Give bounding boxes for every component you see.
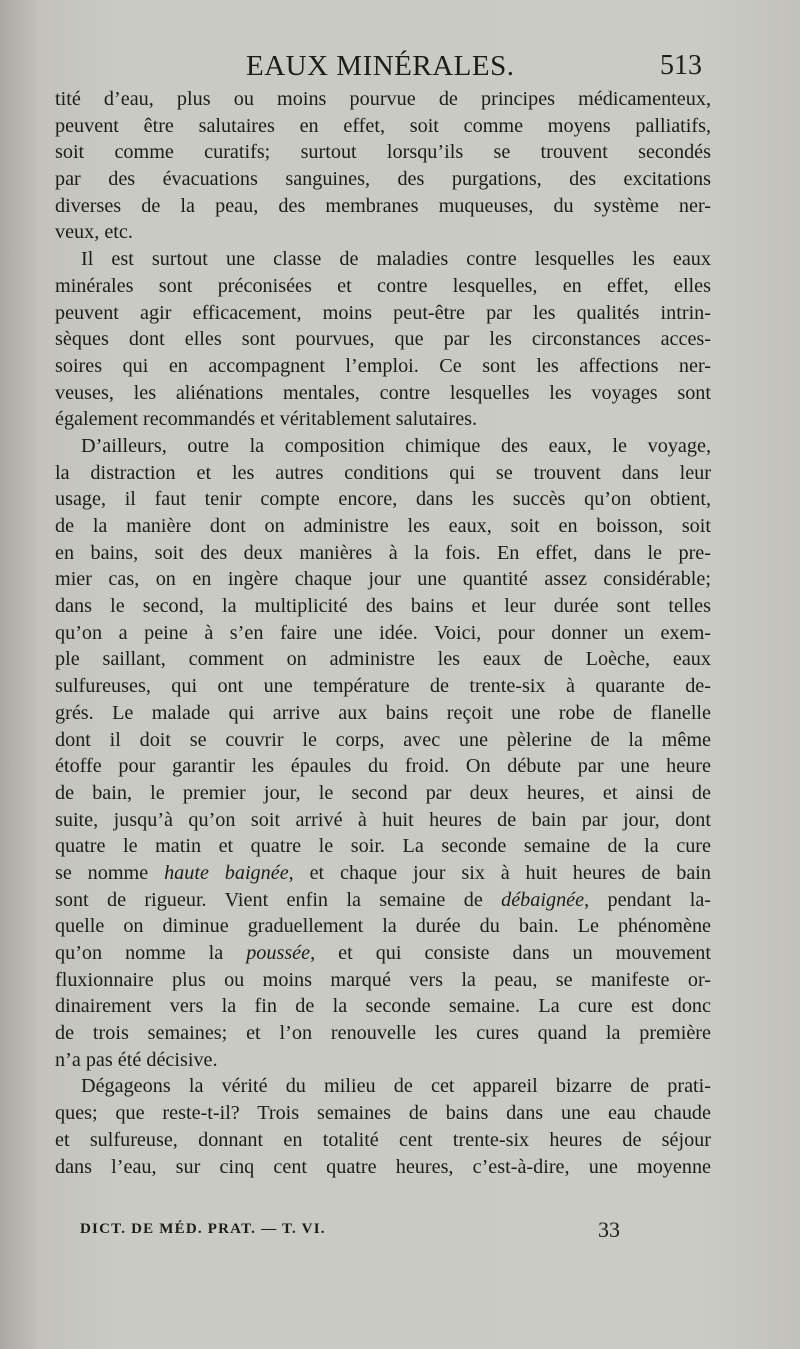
text-line: tité d’eau, plus ou moins pourvue de principes médicamenteux, xyxy=(55,88,711,110)
text-line: dans le second, la multiplicité des bains et leur durée sont telles xyxy=(55,595,711,618)
text-fragment: se nomme xyxy=(55,861,165,884)
text-fragment: sont de rigueur. Vient enfin la semaine de xyxy=(55,888,502,911)
signature-mark: 33 xyxy=(598,1217,620,1242)
text-line: ques; que reste-t-il? Trois semaines de bains dans une eau chaude xyxy=(55,1102,711,1125)
running-title: EAUX MINÉRALES. xyxy=(246,50,515,82)
text-line: suite, jusqu’à qu’on soit arrivé à huit heures de bain par jour, dont xyxy=(55,808,711,831)
text-line: sèques dont elles sont pourvues, que par les circonstances acces- xyxy=(55,328,711,351)
text-line: soires qui en accompagnent l’emploi. Ce sont les affections ner- xyxy=(55,354,711,377)
page-number: 513 xyxy=(660,50,702,81)
text-fragment: , et qui consiste dans un mouvement xyxy=(310,942,711,964)
italic-term: poussée xyxy=(246,942,311,964)
text-line: usage, il faut tenir compte encore, dans les succès qu’on obtient, xyxy=(55,488,711,511)
page-header xyxy=(0,50,800,90)
text-fragment: qu’on nomme la xyxy=(55,942,247,964)
text-line: veuses, les aliénations mentales, contre lesquelles les voyages sont xyxy=(55,381,711,404)
text-line: dans l’eau, sur cinq cent quatre heures, c’est-à-dire, une moyenne xyxy=(55,1155,711,1178)
text-line: mier cas, on en ingère chaque jour une quantité assez considérable; xyxy=(55,568,711,591)
text-line: étoffe pour garantir les épaules du froid. On débute par une heure xyxy=(55,755,711,778)
paragraph-start: D’ailleurs, outre la composition chimique des eaux, le voyage, xyxy=(81,434,711,457)
text-line: par des évacuations sanguines, des purgations, des excitations xyxy=(55,168,711,191)
text-line: dinairement vers la fin de la seconde semaine. La cure est donc xyxy=(55,995,711,1018)
text-line: ple saillant, comment on administre les eaux de Loèche, eaux xyxy=(55,648,711,671)
text-line: également recommandés et véritablement salutaires. xyxy=(55,408,478,431)
text-line: sulfureuses, qui ont une température de trente-six à quarante de- xyxy=(55,675,711,698)
text-line: de trois semaines; et l’on renouvelle les cures quand la première xyxy=(55,1022,711,1045)
paragraph-start: Dégageons la vérité du milieu de cet appareil bizarre de prati- xyxy=(81,1075,711,1098)
signature-line: DICT. DE MÉD. PRAT. — T. VI. xyxy=(80,1221,326,1237)
paragraph-start: Il est surtout une classe de maladies contre lesquelles les eaux xyxy=(81,248,711,271)
text-line-mixed xyxy=(55,887,711,914)
text-line: diverses de la peau, des membranes muqueuses, du système ner- xyxy=(55,194,711,217)
text-line: en bains, soit des deux manières à la fois. En effet, dans le pre- xyxy=(55,541,711,564)
text-line: grés. Le malade qui arrive aux bains reçoit une robe de flanelle xyxy=(55,701,711,724)
text-fragment: , et chaque jour six à huit heures de bain xyxy=(288,861,711,884)
text-line-mixed xyxy=(55,940,711,967)
text-line: soit comme curatifs; surtout lorsqu’ils se trouvent secondés xyxy=(55,141,711,164)
text-line: minérales sont préconisées et contre lesquelles, en effet, elles xyxy=(55,274,711,297)
italic-term: haute baignée xyxy=(164,861,289,884)
text-line: de la manière dont on administre les eaux, soit en boisson, soit xyxy=(55,515,711,537)
text-line: quelle on diminue graduellement la durée du bain. Le phénomène xyxy=(55,915,711,938)
page-footer xyxy=(80,1217,660,1247)
text-line: et sulfureuse, donnant en totalité cent trente-six heures de séjour xyxy=(55,1128,711,1151)
text-line: quatre le matin et quatre le soir. La seconde semaine de la cure xyxy=(55,835,711,858)
text-line: n’a pas été décisive. xyxy=(55,1048,218,1071)
text-line: peuvent être salutaires en effet, soit comme moyens palliatifs, xyxy=(55,114,711,137)
italic-term: débaignée xyxy=(501,888,585,911)
text-line: qu’on a peine à s’en faire une idée. Voici, pour donner un exem- xyxy=(55,621,711,644)
text-line: peuvent agir efficacement, moins peut-être par les qualités intrin- xyxy=(55,301,711,324)
text-fragment: , pendant la- xyxy=(584,888,711,911)
text-line: dont il doit se couvrir le corps, avec une pèlerine de la même xyxy=(55,728,711,751)
text-line: fluxionnaire plus ou moins marqué vers la peau, se manifeste or- xyxy=(55,968,711,991)
text-line: la distraction et les autres conditions qui se trouvent dans leur xyxy=(55,461,711,484)
text-line: de bain, le premier jour, le second par deux heures, et ainsi de xyxy=(55,781,711,804)
text-line-mixed xyxy=(55,860,711,887)
text-line: veux, etc. xyxy=(55,221,133,244)
body-text xyxy=(55,86,711,1180)
